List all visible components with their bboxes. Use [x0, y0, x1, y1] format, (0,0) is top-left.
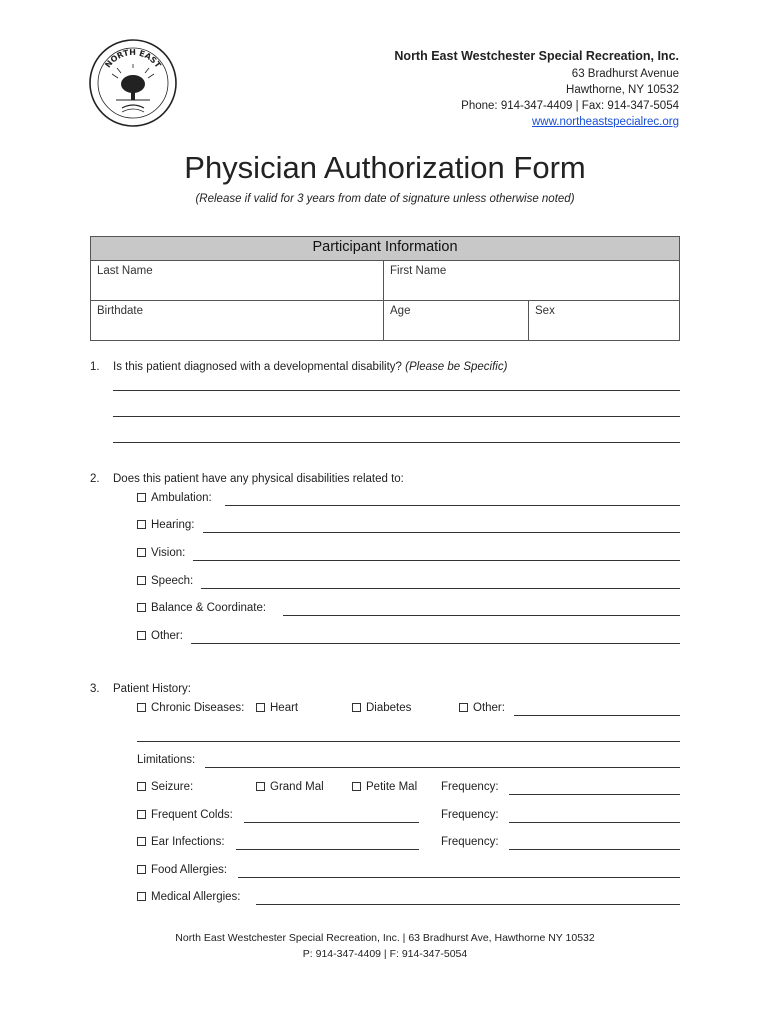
colds-frequency-label: Frequency: [441, 809, 499, 821]
speech-item [137, 575, 193, 587]
page-footer [0, 930, 770, 962]
other-disability-label: Other: [151, 630, 183, 642]
ear-infections-item [137, 836, 225, 848]
other-history-item [459, 702, 505, 714]
ear-frequency-line[interactable] [509, 849, 680, 850]
diabetes-item [352, 702, 411, 714]
answer-line[interactable] [113, 442, 680, 443]
balance-answer-line[interactable] [283, 615, 680, 616]
last-name-field[interactable] [91, 261, 384, 301]
question-1 [113, 361, 507, 373]
answer-line[interactable] [113, 416, 680, 417]
chronic-diseases-item [137, 702, 244, 714]
organization-name: North East Westchester Special Recreation, Inc. [394, 49, 679, 63]
age-field[interactable] [384, 301, 529, 341]
other-history-label: Other: [473, 702, 505, 714]
answer-line[interactable] [137, 741, 680, 742]
vision-label: Vision: [151, 547, 186, 559]
question-3-number: 3. [90, 683, 100, 695]
balance-label: Balance & Coordinate: [151, 602, 267, 614]
first-name-label: First Name [390, 265, 447, 277]
checkbox[interactable] [137, 520, 146, 529]
question-2-number: 2. [90, 473, 100, 485]
petite-mal-item [352, 781, 417, 793]
seizure-label: Seizure: [151, 781, 194, 793]
footer-line-2: P: 914-347-4409 | F: 914-347-5054 [302, 948, 468, 960]
seizure-frequency-line[interactable] [509, 794, 680, 795]
checkbox[interactable] [256, 782, 265, 791]
question-1-note: (Please be Specific) [405, 361, 508, 373]
heart-label: Heart [270, 702, 299, 714]
form-title: Physician Authorization Form [184, 150, 586, 185]
answer-line[interactable] [113, 390, 680, 391]
participant-info-heading: Participant Information [91, 237, 680, 261]
food-allergies-label: Food Allergies: [151, 864, 228, 876]
question-3-text: Patient History: [113, 683, 191, 695]
medical-allergies-label: Medical Allergies: [151, 891, 241, 903]
checkbox[interactable] [256, 703, 265, 712]
organization-logo [88, 38, 178, 128]
last-name-label: Last Name [97, 265, 153, 277]
checkbox[interactable] [352, 782, 361, 791]
question-1-number: 1. [90, 361, 100, 373]
heart-item [256, 702, 298, 714]
frequent-colds-label: Frequent Colds: [151, 809, 233, 821]
checkbox[interactable] [137, 703, 146, 712]
ambulation-label: Ambulation: [151, 492, 212, 504]
ambulation-item [137, 492, 212, 504]
checkbox[interactable] [137, 782, 146, 791]
limitations-label: Limitations: [137, 754, 196, 766]
question-2-text: Does this patient have any physical disabilities related to: [113, 473, 404, 485]
food-allergies-answer-line[interactable] [238, 877, 680, 878]
checkbox[interactable] [137, 603, 146, 612]
phone-fax: Phone: 914-347-4409 | Fax: 914-347-5054 [461, 100, 679, 112]
seizure-frequency-label: Frequency: [441, 781, 499, 793]
age-label: Age [390, 305, 411, 317]
grand-mal-item [256, 781, 324, 793]
ear-frequency-label: Frequency: [441, 836, 499, 848]
other-disability-item [137, 630, 183, 642]
checkbox[interactable] [137, 576, 146, 585]
organization-info [394, 48, 679, 130]
hearing-label: Hearing: [151, 519, 195, 531]
speech-label: Speech: [151, 575, 194, 587]
sex-field[interactable] [529, 301, 680, 341]
first-name-field[interactable] [384, 261, 680, 301]
balance-item [137, 602, 266, 614]
grand-mal-label: Grand Mal [270, 781, 324, 793]
sex-label: Sex [535, 305, 555, 317]
footer-line-1: North East Westchester Special Recreation, Inc. | 63 Bradhurst Ave, Hawthorne NY 10532 [175, 932, 595, 944]
checkbox[interactable] [137, 810, 146, 819]
checkbox[interactable] [352, 703, 361, 712]
vision-item [137, 547, 185, 559]
hearing-answer-line[interactable] [203, 532, 680, 533]
checkbox[interactable] [137, 892, 146, 901]
speech-answer-line[interactable] [201, 588, 680, 589]
ear-infections-label: Ear Infections: [151, 836, 225, 848]
question-1-text: Is this patient diagnosed with a developmental disability? [113, 361, 402, 373]
address-line-2: Hawthorne, NY 10532 [566, 84, 679, 96]
chronic-diseases-label: Chronic Diseases: [151, 702, 245, 714]
checkbox[interactable] [137, 493, 146, 502]
other-history-answer-line[interactable] [514, 715, 680, 716]
checkbox[interactable] [137, 865, 146, 874]
birthdate-label: Birthdate [97, 305, 144, 317]
colds-frequency-line[interactable] [509, 822, 680, 823]
limitations-answer-line[interactable] [205, 767, 680, 768]
checkbox[interactable] [137, 631, 146, 640]
frequent-colds-answer-line[interactable] [244, 822, 419, 823]
ambulation-answer-line[interactable] [225, 505, 680, 506]
other-disability-answer-line[interactable] [191, 643, 680, 644]
hearing-item [137, 519, 194, 531]
participant-info-table [90, 236, 680, 341]
food-allergies-item [137, 864, 227, 876]
logo-text: NORTH EAST [103, 47, 163, 70]
address-line-1: 63 Bradhurst Avenue [571, 68, 679, 80]
medical-allergies-item [137, 891, 240, 903]
seizure-item [137, 781, 193, 793]
petite-mal-label: Petite Mal [366, 781, 418, 793]
diabetes-label: Diabetes [366, 702, 412, 714]
checkbox[interactable] [137, 837, 146, 846]
ear-infections-answer-line[interactable] [236, 849, 419, 850]
medical-allergies-answer-line[interactable] [256, 904, 680, 905]
vision-answer-line[interactable] [193, 560, 680, 561]
frequent-colds-item [137, 809, 233, 821]
checkbox[interactable] [137, 548, 146, 557]
form-subtitle: (Release if valid for 3 years from date of signature unless otherwise noted) [195, 193, 575, 205]
website-link[interactable]: www.northeastspecialrec.org [531, 116, 679, 128]
birthdate-field[interactable] [91, 301, 384, 341]
checkbox[interactable] [459, 703, 468, 712]
